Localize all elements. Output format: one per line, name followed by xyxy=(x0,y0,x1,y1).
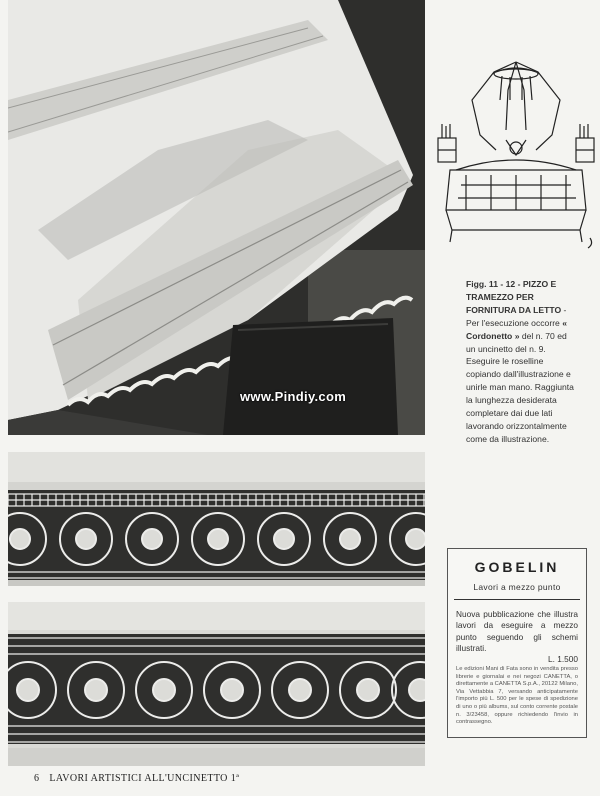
figure-caption xyxy=(466,278,578,446)
page-number: 6 xyxy=(34,773,40,784)
ad-price: L. 1.500 xyxy=(548,654,578,665)
ad-divider xyxy=(454,599,580,600)
caption-body-2: del n. 70 ed un uncinetto del n. 9. Eseguire le roselline copiando dall'illustrazione e unirle man mano. Raggiunta la lunghezza desiderata completare dai due lati lavorando orizzontalmente come da illustrazione. xyxy=(466,330,574,444)
caption-heading: Figg. 11 - 12 - PIZZO E TRAMEZZO PER FORNITURA DA LETTO xyxy=(466,279,562,315)
pillowcase-lace-photo xyxy=(8,0,425,435)
ad-small-print: Le edizioni Mani di Fata sono in vendita presso librerie e giornalai e nei negozi CANETTA, o direttamente a CANETTA S.p.A., 20122 Milano, Via Vettabbia 7, versando anticipatamente l'importo più L. 500 per le spese di spedizione di uno o più albums, sul conto corrente postale n. 3/23458, oppure richiedendo l'invio in contrassegno. xyxy=(456,666,579,726)
ad-body xyxy=(456,609,578,665)
caption-thread-name: « Cordonetto » xyxy=(466,317,567,341)
bed-canopy-illustration xyxy=(436,60,596,250)
publication-title: LAVORI ARTISTICI ALL'UNCINETTO 1ª xyxy=(49,773,240,784)
gobelin-advertisement xyxy=(447,548,587,738)
lace-insertion-photo-2 xyxy=(8,602,425,766)
page-footer xyxy=(34,773,239,784)
watermark-text: www.Pindiy.com xyxy=(240,389,347,404)
ad-body-text: Nuova pubblicazione che illustra lavori da eseguire a mezzo punto seguendo gli schemi illustrati. xyxy=(456,609,578,653)
caption-body-1: - Per l'esecuzione occorre xyxy=(466,304,567,328)
ad-title: GOBELIN xyxy=(474,559,560,575)
ad-subtitle: Lavori a mezzo punto xyxy=(473,582,561,592)
lace-insertion-photo-1 xyxy=(8,452,425,586)
